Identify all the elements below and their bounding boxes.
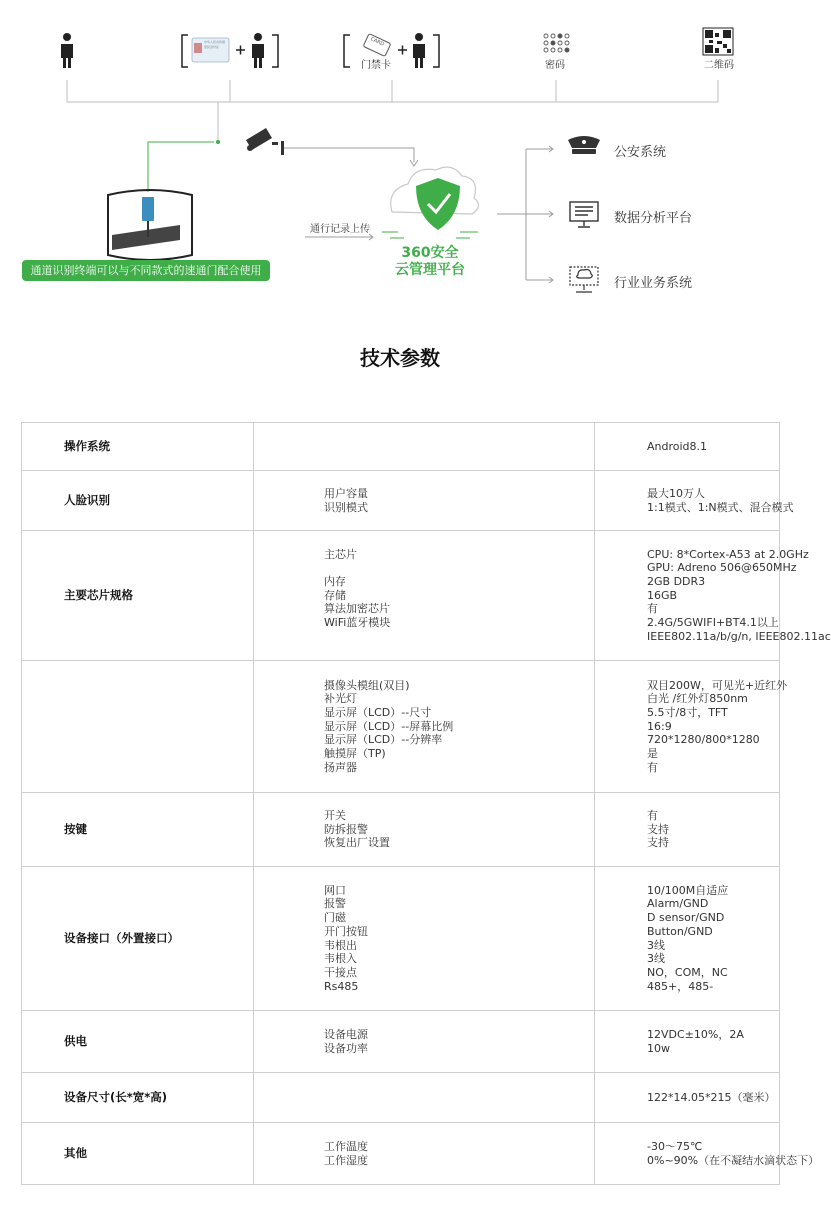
spec-row — [22, 1073, 780, 1123]
spec-item: 恢复出厂设置 — [324, 836, 390, 850]
spec-category: 设备尺寸(长*宽*高) — [22, 1073, 254, 1123]
spec-value: 有 — [647, 602, 658, 616]
spec-item: 显示屏（LCD）--尺寸 — [324, 705, 432, 719]
spec-item: 用户容量 — [324, 486, 368, 500]
spec-values — [595, 423, 780, 471]
spec-items — [254, 531, 595, 661]
spec-value: Alarm/GND — [647, 897, 709, 911]
spec-category: 供电 — [22, 1011, 254, 1073]
spec-items — [254, 867, 595, 1011]
qrcode-label: 二维码 — [704, 60, 734, 71]
spec-values — [595, 661, 788, 793]
spec-value: 有 — [647, 808, 658, 822]
spec-row — [22, 471, 780, 531]
spec-value: 1:1模式、1:N模式、混合模式 — [647, 500, 794, 514]
spec-value: 2.4G/5GWIFI+BT4.1以上 — [647, 616, 779, 630]
spec-row — [22, 1011, 780, 1073]
spec-value: 16:9 — [647, 719, 672, 733]
spec-item: 网口 — [324, 883, 346, 897]
spec-values — [595, 1073, 780, 1123]
spec-items — [254, 793, 595, 867]
spec-item: 显示屏（LCD）--分辨率 — [324, 733, 443, 747]
spec-items — [254, 661, 595, 793]
spec-item: 工作温度 — [324, 1139, 368, 1153]
spec-table — [21, 422, 831, 1185]
spec-value: 2GB DDR3 — [647, 574, 706, 588]
spec-value: -30～75℃ — [647, 1139, 703, 1153]
spec-item: 防拆报警 — [324, 822, 368, 836]
spec-category: 主要芯片规格 — [22, 531, 254, 661]
spec-item — [324, 561, 594, 575]
output-analytics: 数据分析平台 — [614, 211, 693, 226]
person-icon-3 — [413, 33, 425, 68]
spec-category: 设备接口（外置接口） — [22, 867, 254, 1011]
spec-item: 开关 — [324, 808, 346, 822]
spec-item: WiFi蓝牙模块 — [324, 616, 391, 630]
spec-category: 其他 — [22, 1123, 254, 1185]
access-flow-diagram — [0, 0, 800, 300]
person-icon — [61, 33, 73, 68]
cloud-title-line-2: 云管理平台 — [395, 262, 465, 278]
camera-icon — [246, 128, 284, 155]
spec-value: 支持 — [647, 822, 669, 836]
spec-row — [22, 867, 780, 1011]
spec-row — [22, 423, 780, 471]
spec-row — [22, 661, 780, 793]
spec-item: 韦根入 — [324, 952, 357, 966]
spec-row — [22, 531, 780, 661]
cloud-title-line-1: 360安全 — [401, 245, 459, 261]
person-icon-2 — [252, 33, 264, 68]
spec-value: D sensor/GND — [647, 911, 725, 925]
spec-value: 支持 — [647, 836, 669, 850]
police-cap-icon — [568, 136, 600, 154]
spec-value: CPU: 8*Cortex-A53 at 2.0GHz — [647, 547, 809, 561]
spec-value: 白光 /红外灯850nm — [647, 692, 748, 706]
spec-item: 内存 — [324, 574, 346, 588]
spec-value: 485+，485- — [647, 979, 714, 993]
spec-item: 算法加密芯片 — [324, 602, 390, 616]
spec-value: 122*14.05*215（毫米） — [647, 1090, 776, 1104]
spec-item: 显示屏（LCD）--屏幕比例 — [324, 719, 454, 733]
spec-item: 设备功率 — [324, 1041, 368, 1055]
spec-item: 韦根出 — [324, 938, 357, 952]
id-card-text-2: 居民身份证 — [204, 45, 220, 49]
keypad-icon — [544, 34, 569, 52]
cloud-title-block — [380, 245, 480, 279]
spec-item: 扬声器 — [324, 760, 357, 774]
spec-item: 干接点 — [324, 965, 357, 979]
page-title: 技术参数 — [360, 346, 440, 370]
spec-item: 工作湿度 — [324, 1153, 368, 1167]
spec-category: 人脸识别 — [22, 471, 254, 531]
spec-items — [254, 471, 595, 531]
spec-table-body — [22, 423, 831, 1185]
spec-value: 12VDC±10%，2A — [647, 1027, 744, 1041]
spec-value: 3线 — [647, 938, 665, 952]
spec-values — [595, 1011, 780, 1073]
spec-row — [22, 1123, 780, 1185]
cloud-shield-icon — [382, 167, 479, 238]
spec-value: IEEE802.11a/b/g/n, IEEE802.11ac — [647, 629, 831, 643]
spec-value: 10w — [647, 1041, 670, 1055]
spec-value: Button/GND — [647, 924, 713, 938]
spec-value: NO，COM，NC — [647, 965, 728, 979]
id-card-text-1: 中华人民共和国 — [204, 40, 226, 44]
spec-items — [254, 423, 595, 471]
spec-item: Rs485 — [324, 979, 359, 993]
spec-item: 主芯片 — [324, 547, 357, 561]
spec-item: 存储 — [324, 588, 346, 602]
spec-items — [254, 1123, 595, 1185]
spec-values — [595, 471, 794, 531]
spec-values — [595, 867, 780, 1011]
spec-value: 有 — [647, 760, 658, 774]
password-label: 密码 — [545, 60, 565, 71]
card-icon-text: CARD — [369, 36, 385, 48]
output-business: 行业业务系统 — [614, 276, 693, 291]
spec-item: 识别模式 — [324, 500, 368, 514]
spec-category: 按键 — [22, 793, 254, 867]
spec-value: 0%~90%（在不凝结水滴状态下） — [647, 1153, 820, 1167]
access-card-label: 门禁卡 — [361, 60, 391, 71]
spec-value: 最大10万人 — [647, 486, 705, 500]
spec-row — [22, 793, 780, 867]
terminal-badge: 通道识别终端可以与不同款式的速通门配合使用 — [22, 260, 270, 281]
spec-items — [254, 1011, 595, 1073]
qr-code-icon — [703, 28, 733, 55]
spec-item: 摄像头模组(双目) — [324, 678, 410, 692]
spec-item: 触摸屏（TP) — [324, 747, 386, 761]
spec-value: 16GB — [647, 588, 678, 602]
business-system-icon — [570, 267, 598, 292]
spec-value: GPU: Adreno 506@650MHz — [647, 561, 797, 575]
spec-value: 5.5寸/8寸，TFT — [647, 705, 728, 719]
spec-values — [595, 793, 780, 867]
spec-item — [324, 630, 594, 644]
output-police: 公安系统 — [614, 145, 667, 160]
spec-item: 设备电源 — [324, 1027, 368, 1041]
monitor-icon — [570, 202, 598, 227]
spec-value: 720*1280/800*1280 — [647, 733, 760, 747]
spec-item: 门磁 — [324, 911, 346, 925]
upload-label: 通行记录上传 — [310, 224, 370, 235]
spec-item: 开门按钮 — [324, 924, 368, 938]
terminal-device-icon — [108, 190, 192, 260]
spec-value: 是 — [647, 747, 658, 761]
spec-items — [254, 1073, 595, 1123]
spec-value: 10/100M自适应 — [647, 883, 729, 897]
spec-item: 报警 — [324, 897, 346, 911]
spec-value: Android8.1 — [647, 439, 708, 453]
spec-value: 双目200W，可见光+近红外 — [647, 678, 788, 692]
spec-category — [22, 661, 254, 793]
spec-value: 3线 — [647, 952, 665, 966]
spec-values — [595, 1123, 820, 1185]
spec-item: 补光灯 — [324, 692, 357, 706]
spec-category: 操作系统 — [22, 423, 254, 471]
spec-values — [595, 531, 831, 661]
